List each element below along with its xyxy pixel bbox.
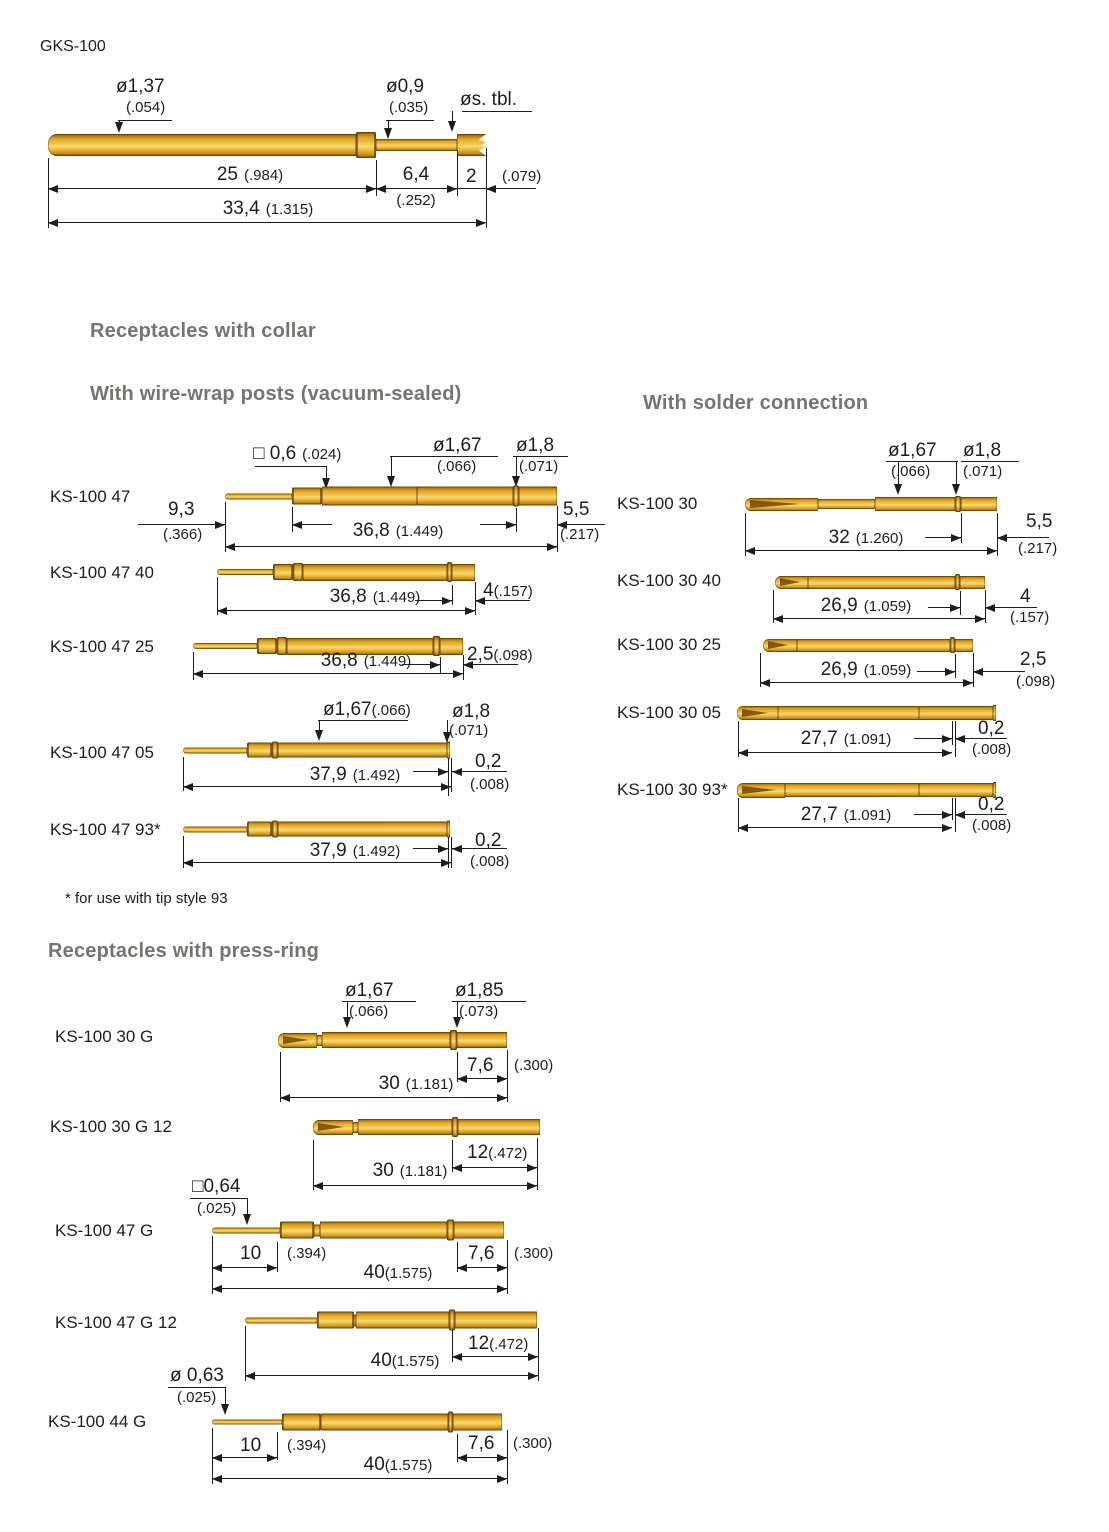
dim-label: 32 (1.260) — [828, 527, 904, 548]
dim-label: 37,9 (1.492) — [309, 840, 401, 861]
probe-ks-100-30-93 — [737, 782, 996, 798]
dim-line — [217, 610, 475, 611]
dim-line — [955, 738, 1007, 739]
probe-barrel — [358, 1119, 452, 1135]
down-arrow — [448, 121, 456, 132]
down-arrow — [952, 484, 960, 495]
model-label: KS-100 30 G — [55, 1027, 154, 1046]
dim-line — [452, 1356, 538, 1357]
dim-line — [183, 862, 451, 863]
section-heading-pressring: Receptacles with press-ring — [48, 940, 320, 962]
probe-collar — [317, 1312, 354, 1329]
dim-line — [773, 618, 985, 619]
dia-label-in: (.066) — [437, 458, 477, 475]
dim-line — [452, 848, 507, 849]
ext-line — [538, 1328, 539, 1381]
dim-label-mm: 9,3 — [168, 499, 195, 520]
solder-slot — [742, 786, 776, 794]
solder-slot — [318, 1123, 344, 1131]
probe-sleeve — [455, 1312, 537, 1329]
dim-label-mm: 0,2 — [475, 751, 502, 772]
dim-line — [452, 771, 507, 772]
dim-line — [212, 1267, 277, 1268]
probe-barrel — [417, 487, 513, 506]
probe-solder-cup — [737, 706, 778, 720]
model-label: KS-100 30 05 — [617, 703, 721, 722]
ext-line — [955, 654, 956, 678]
probe-stub — [447, 742, 450, 759]
dia-label: ø1,67(.066) — [323, 699, 411, 720]
probe-solder-cup — [313, 1120, 353, 1135]
dia-label-in: (.025) — [177, 1389, 217, 1406]
ext-line — [507, 1240, 508, 1294]
dia-label-in: (.066) — [349, 1003, 389, 1020]
probe-press-ring — [450, 1030, 457, 1050]
dim-label-mm: 10 — [240, 1243, 262, 1264]
leader-line — [190, 1198, 247, 1199]
ext-line — [516, 508, 517, 532]
dim-line — [760, 682, 973, 683]
dim-line — [997, 537, 1049, 538]
model-label: KS-100 47 40 — [50, 563, 154, 582]
dim-label: 40(1.575) — [370, 1350, 440, 1371]
probe-solder-cup — [775, 576, 808, 589]
probe-sleeve — [454, 1222, 504, 1239]
probe-ks-100-47 — [225, 486, 557, 507]
probe-neck — [818, 499, 875, 509]
dim-label-in: (.394) — [287, 1437, 327, 1454]
probe-post — [245, 1317, 317, 1323]
dia-label-tip: øs. tbl. — [460, 89, 518, 110]
dim-label: 30 (1.181) — [378, 1073, 454, 1094]
ext-line — [48, 158, 49, 228]
sq-label: □ 0,6 (.024) — [253, 443, 342, 464]
probe-ks-100-44-g — [212, 1412, 502, 1433]
probe-sleeve — [458, 1119, 540, 1135]
ext-line — [952, 798, 953, 820]
solder-slot — [768, 641, 788, 649]
model-label: KS-100 47 93* — [50, 820, 161, 839]
leader-line — [462, 111, 532, 112]
sq-label-mm: □0,64 — [192, 1176, 241, 1197]
probe-solder-cup — [763, 639, 797, 652]
dia-label-in: (.054) — [126, 99, 166, 116]
model-label: KS-100 30 93* — [617, 780, 728, 799]
probe-ring — [293, 563, 303, 581]
probe-ks-100-30-25 — [763, 637, 973, 653]
dim-label-mm: 6,4 — [402, 164, 430, 185]
dim-line — [376, 188, 457, 189]
section-heading-collar: Receptacles with collar — [90, 320, 316, 342]
model-label: KS-100 47 G — [55, 1221, 154, 1240]
probe-barrel — [48, 134, 356, 156]
model-label: KS-100 30 25 — [617, 635, 721, 654]
leader-line — [386, 120, 434, 121]
probe-collar — [273, 564, 293, 580]
ext-line — [507, 1050, 508, 1102]
dim-label: 36,8 (1.449) — [352, 520, 444, 541]
dim-line — [928, 607, 960, 608]
probe-press-ring — [447, 1220, 454, 1241]
ext-line — [961, 513, 962, 543]
dia-label-mm: ø0,9 — [386, 76, 425, 97]
dim-line — [452, 1167, 537, 1168]
page-title: GKS-100 — [40, 38, 106, 55]
probe-sleeve — [453, 1414, 502, 1431]
dim-line — [413, 771, 448, 772]
dim-label: 36,8 (1.449) — [320, 650, 412, 671]
dim-label: 12(.472) — [467, 1142, 528, 1163]
dim-label-in: (.366) — [163, 526, 203, 543]
probe-ks-100-30-g-12 — [313, 1117, 540, 1137]
dim-label-mm: 7,6 — [468, 1433, 495, 1454]
probe-post — [217, 569, 273, 575]
leader-line — [168, 1387, 225, 1388]
dim-label: 26,9 (1.059) — [820, 595, 912, 616]
dia-label-mm: ø1,8 — [963, 440, 1002, 461]
dim-line — [475, 600, 530, 601]
probe-ks-100-47-g-12 — [245, 1310, 537, 1331]
leader-line — [898, 461, 899, 485]
probe-ring — [433, 636, 440, 656]
ext-line — [557, 506, 558, 552]
dim-label: 2,5(.098) — [467, 644, 533, 665]
dim-label: 27,7 (1.091) — [800, 804, 892, 825]
probe-sleeve — [955, 639, 973, 652]
dia-label-mm: ø1,8 — [452, 701, 491, 722]
section-heading-wirewrap: With wire-wrap posts (vacuum-sealed) — [90, 383, 462, 405]
probe-barrel — [875, 497, 955, 511]
leader-line — [118, 120, 172, 121]
probe-barrel — [808, 576, 955, 589]
dim-line — [457, 188, 486, 189]
probe-barrel — [322, 487, 417, 506]
leader-line — [447, 720, 448, 732]
solder-slot — [742, 709, 768, 717]
dim-label-in: (.300) — [514, 1057, 554, 1074]
dim-label-in: (.157) — [1010, 609, 1050, 626]
dim-label-in: (.300) — [514, 1245, 554, 1262]
dim-line — [985, 607, 1037, 608]
probe-sleeve — [961, 497, 997, 511]
probe-post — [183, 826, 247, 832]
dim-label-in: (.300) — [513, 1435, 553, 1452]
model-label: KS-100 47 — [50, 487, 131, 506]
dia-label-mm: ø1,67 — [433, 435, 482, 456]
dim-label: 37,9 (1.492) — [309, 764, 401, 785]
dim-line — [212, 1457, 277, 1458]
probe-ks-100-30-g — [278, 1030, 507, 1050]
dim-line — [413, 848, 448, 849]
dim-label-in: (.217) — [1018, 540, 1058, 557]
down-arrow — [894, 484, 902, 495]
probe-ks-100-30-05 — [737, 705, 996, 721]
dim-line — [245, 1375, 538, 1376]
dim-label-in: (.008) — [470, 776, 510, 793]
dim-label-in: (.008) — [470, 853, 510, 870]
probe-barrel — [778, 706, 919, 720]
dia-label-in: (.035) — [389, 99, 429, 116]
model-label: KS-100 30 40 — [617, 571, 721, 590]
dim-line — [955, 814, 1007, 815]
probe-ks-100-47-g — [212, 1220, 504, 1241]
dim-line — [212, 1288, 507, 1289]
model-label: KS-100 30 G 12 — [50, 1117, 172, 1136]
probe-barrel — [278, 743, 447, 758]
dim-line — [183, 786, 451, 787]
dim-label-mm: 5,5 — [563, 499, 590, 520]
dim-line — [925, 537, 961, 538]
dim-label: 12(.472) — [468, 1333, 529, 1354]
leader-line — [247, 1198, 248, 1215]
dim-line — [280, 1097, 507, 1098]
ext-line — [457, 150, 458, 196]
probe-barrel — [356, 1312, 449, 1329]
dim-label: 26,9 (1.059) — [820, 659, 912, 680]
dim-line — [212, 1478, 507, 1479]
dim-line — [917, 671, 955, 672]
dia-label-in: (.071) — [449, 722, 489, 739]
probe-collar — [356, 132, 376, 158]
ext-line — [277, 1242, 278, 1272]
probe-post — [193, 643, 257, 649]
dim-line — [557, 524, 605, 525]
dia-label-in: (.073) — [459, 1003, 499, 1020]
ext-line — [452, 585, 453, 605]
dim-line — [738, 827, 952, 828]
probe-sleeve — [457, 1032, 507, 1048]
sq-label-in: (.025) — [197, 1200, 237, 1217]
probe-collar — [247, 743, 272, 758]
probe-sleeve — [519, 487, 557, 506]
probe-collar — [247, 822, 272, 837]
leader-line — [961, 461, 1019, 462]
dim-label-mm: 7,6 — [468, 1243, 495, 1264]
probe-ks-100-47-93 — [183, 821, 450, 838]
probe-barrel — [321, 1414, 448, 1431]
solder-slot — [780, 578, 800, 586]
probe-ks-100-47-40 — [217, 562, 475, 582]
probe-solder-cup — [278, 1033, 317, 1048]
dia-label-mm: ø1,8 — [516, 435, 555, 456]
probe-stub — [447, 821, 450, 838]
model-label: KS-100 47 05 — [50, 743, 154, 762]
leader-line — [457, 1001, 458, 1018]
probe-ks-100-30-40 — [775, 574, 985, 590]
down-arrow — [453, 1017, 461, 1028]
probe-plunger — [376, 139, 457, 151]
probe-sleeve — [452, 564, 475, 581]
dim-label: 33,4 (1.315) — [222, 198, 314, 219]
leader-line — [886, 461, 958, 462]
dim-label-in: (.098) — [1016, 673, 1056, 690]
probe-barrel — [322, 1032, 450, 1048]
probe-post — [183, 747, 247, 753]
dia-label-mm: ø1,85 — [455, 980, 504, 1001]
probe-collar — [257, 638, 277, 654]
down-arrow — [315, 730, 323, 741]
dim-label-in: (.079) — [502, 168, 542, 185]
dim-label-in: (.252) — [396, 192, 436, 209]
dim-label: 36,8 (1.449) — [329, 586, 421, 607]
solder-slot — [750, 500, 800, 508]
dim-label-in: (.008) — [972, 741, 1012, 758]
dia-label-mm: ø 0,63 — [170, 1365, 224, 1386]
dim-line — [292, 524, 332, 525]
dim-label: 40(1.575) — [363, 1262, 433, 1283]
probe-post — [225, 493, 292, 499]
model-label: KS-100 47 G 12 — [55, 1313, 177, 1332]
dim-line — [480, 524, 516, 525]
probe-crown-tip — [457, 134, 486, 156]
leader-line — [342, 1001, 416, 1002]
footnote: * for use with tip style 93 — [65, 890, 228, 907]
probe-barrel — [785, 783, 919, 797]
dim-label: 40(1.575) — [363, 1454, 433, 1475]
probe-solder-cup — [745, 498, 818, 511]
dim-line — [457, 1457, 507, 1458]
dia-label-mm: ø1,37 — [116, 76, 165, 97]
dim-label-mm: 5,5 — [1026, 511, 1053, 532]
dim-label-in: (.394) — [287, 1245, 327, 1262]
dim-label: 27,7 (1.091) — [800, 728, 892, 749]
section-heading-solder: With solder connection — [643, 392, 869, 414]
dia-label-in: (.071) — [963, 463, 1003, 480]
ext-line — [537, 1138, 538, 1190]
dim-label-mm: 2,5 — [1020, 649, 1047, 670]
probe-solder-cup — [737, 783, 785, 798]
down-arrow — [343, 1017, 351, 1028]
model-label: KS-100 30 — [617, 494, 698, 513]
probe-collar — [282, 1414, 321, 1431]
dim-line — [973, 671, 1025, 672]
leader-line — [516, 456, 517, 477]
dim-line — [48, 188, 376, 189]
probe-post — [212, 1420, 282, 1425]
dia-label-in: (.071) — [519, 458, 559, 475]
dim-label: 25 (.984) — [216, 164, 284, 185]
dia-label-mm: ø1,67 — [888, 440, 937, 461]
probe-sleeve — [440, 638, 463, 655]
dim-line — [457, 1267, 507, 1268]
leader-line — [225, 1387, 226, 1405]
leader-line — [452, 1001, 526, 1002]
leader-line — [255, 466, 327, 467]
probe-gks-100 — [48, 132, 486, 158]
leader-line — [513, 456, 568, 457]
dim-line — [745, 550, 997, 551]
dim-line — [193, 673, 463, 674]
probe-sleeve — [960, 576, 985, 589]
dia-label-in: (.066) — [891, 463, 931, 480]
dim-label-mm: 2 — [466, 166, 477, 187]
probe-barrel — [278, 822, 447, 837]
leader-line — [390, 456, 498, 457]
dim-label-mm: 10 — [240, 1435, 262, 1456]
dia-label-mm: ø1,67 — [345, 980, 394, 1001]
probe-barrel — [320, 1222, 447, 1239]
probe-collar — [292, 488, 322, 505]
model-label: KS-100 44 G — [48, 1412, 147, 1431]
probe-ks-100-47-05 — [183, 742, 450, 759]
probe-barrel — [303, 564, 447, 581]
dim-line — [914, 738, 952, 739]
ext-line — [440, 657, 441, 673]
model-label: KS-100 47 25 — [50, 637, 154, 656]
dim-label-mm: 0,2 — [475, 830, 502, 851]
dim-label-mm: 0,2 — [978, 794, 1005, 815]
ext-line — [952, 721, 953, 745]
dim-line — [313, 1185, 537, 1186]
ext-line — [960, 591, 961, 615]
probe-barrel — [797, 639, 950, 652]
leader-line — [956, 461, 957, 485]
dim-line — [486, 188, 536, 189]
leader-line — [318, 720, 408, 721]
dim-line — [48, 222, 486, 223]
dim-label-in: (.217) — [560, 526, 600, 543]
dim-label-mm: 0,2 — [978, 718, 1005, 739]
dim-line — [463, 664, 518, 665]
dim-line — [225, 546, 557, 547]
dim-label-mm: 4 — [1020, 586, 1031, 607]
probe-collar — [280, 1222, 314, 1239]
leader-line — [391, 456, 392, 477]
leader-line — [347, 1001, 348, 1018]
dim-line — [138, 524, 225, 525]
ext-line — [277, 1432, 278, 1460]
probe-ring — [277, 637, 287, 655]
probe-post — [212, 1227, 280, 1233]
dim-label: 4(.157) — [483, 580, 533, 601]
dim-line — [457, 1078, 507, 1079]
dim-label-in: (.008) — [972, 817, 1012, 834]
probe-ks-100-30 — [745, 496, 997, 512]
ext-line — [507, 1430, 508, 1484]
dim-line — [914, 814, 952, 815]
dim-label: 30 (1.181) — [372, 1160, 448, 1181]
dim-label-mm: 7,6 — [467, 1055, 494, 1076]
dim-line — [738, 752, 952, 753]
solder-slot — [283, 1036, 309, 1044]
